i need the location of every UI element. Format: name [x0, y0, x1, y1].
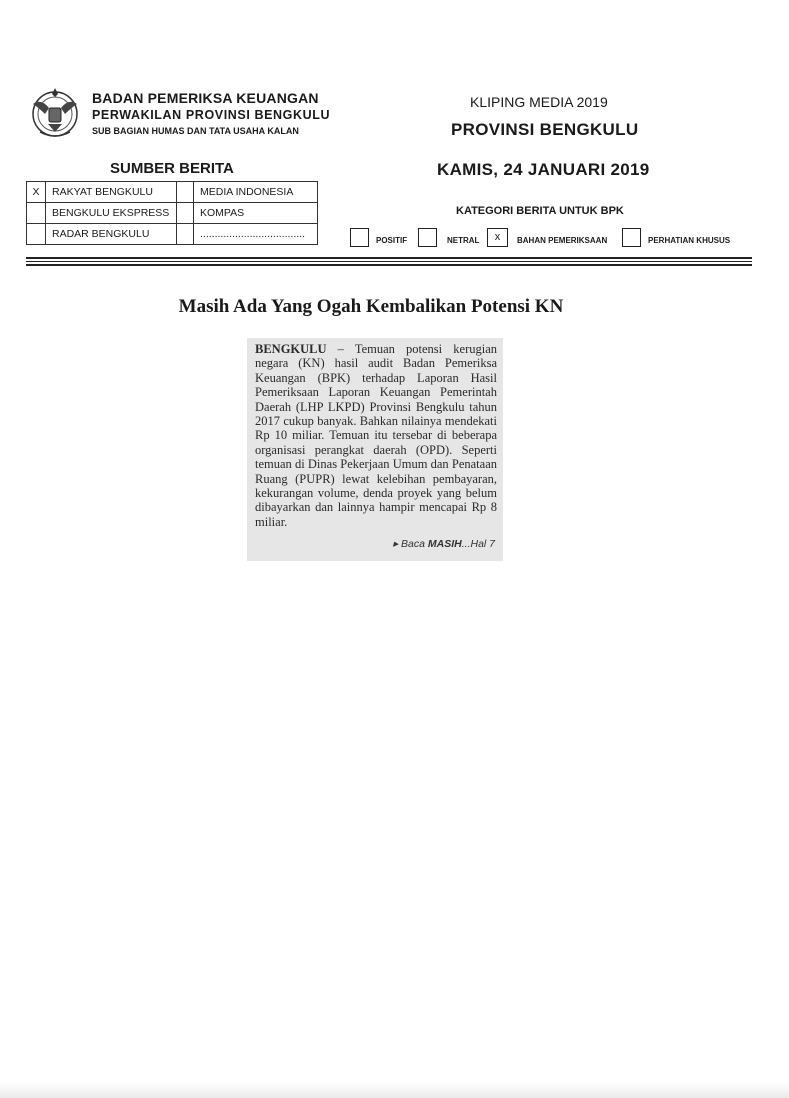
- source-mark: [177, 224, 194, 245]
- perhatian-khusus-label: PERHATIAN KHUSUS: [648, 236, 731, 245]
- source-row: [27, 203, 318, 224]
- source-name: MEDIA INDONESIA: [194, 182, 318, 203]
- continued-prefix: Baca: [401, 538, 425, 550]
- bpk-garuda-logo-icon: [26, 80, 84, 144]
- continued-keyword: MASIH: [427, 538, 462, 550]
- source-name: KOMPAS: [194, 203, 318, 224]
- article-dateline: BENGKULU: [255, 342, 327, 356]
- continued-page: ...Hal 7: [461, 538, 495, 550]
- category-title: KATEGORI BERITA UNTUK BPK: [456, 205, 624, 217]
- continued-reference: [393, 538, 495, 550]
- source-row: [27, 182, 318, 203]
- source-mark: X: [27, 182, 46, 203]
- org-branch: PERWAKILAN PROVINSI BENGKULU: [92, 108, 331, 122]
- source-mark: [177, 203, 194, 224]
- source-table: [26, 181, 318, 245]
- article-headline: Masih Ada Yang Ogah Kembalikan Potensi KN: [178, 296, 564, 317]
- bahan-pemeriksaan-label: BAHAN PEMERIKSAAN: [517, 236, 608, 245]
- source-title: SUMBER BERITA: [110, 160, 234, 177]
- source-name: ....................................: [194, 224, 318, 245]
- source-name: BENGKULU EKSPRESS: [46, 203, 177, 224]
- article-body: Temuan potensi kerugian negara (KN) hasil audit Badan Pemeriksa Keuangan (BPK) terhadap Laporan Hasil Pemeriksaan Laporan Keuangan Pemerintah Daerah (LHP LKPD) Provinsi Bengkulu tahun 2017 cukup banyak. Bahkan nilainya mendekati Rp 10 miliar. Temuan itu tersebar di beberapa organisasi perangkat daerah (OPD). Seperti temuan di Dinas Pekerjaan Umum dan Penataan Ruang (PUPR) lewat kelebihan pembayaran, kekurangan volume, denda proyek yang belum dibayarkan dan lainnya hampir mencapai Rp 8 miliar.: [255, 342, 497, 529]
- province-title: PROVINSI BENGKULU: [451, 120, 639, 139]
- positif-label: POSITIF: [376, 236, 408, 245]
- publication-date: KAMIS, 24 JANUARI 2019: [437, 160, 650, 179]
- triangle-right-icon: ▸: [392, 538, 399, 550]
- article-body-block: [255, 342, 497, 529]
- scan-edge: [0, 1082, 789, 1098]
- header-divider: [26, 264, 752, 266]
- source-name: RAKYAT BENGKULU: [46, 182, 177, 203]
- org-division: SUB BAGIAN HUMAS DAN TATA USAHA KALAN: [92, 126, 299, 136]
- source-name: RADAR BENGKULU: [46, 224, 177, 245]
- header-divider: [26, 261, 752, 262]
- positif-checkbox: [350, 228, 369, 247]
- source-row: [27, 224, 318, 245]
- source-mark: [27, 224, 46, 245]
- netral-checkbox: [418, 228, 437, 247]
- header-divider: [26, 257, 752, 259]
- dateline-separator: –: [326, 342, 355, 356]
- newspaper-clipping: [247, 338, 503, 561]
- source-mark: [27, 203, 46, 224]
- perhatian-khusus-checkbox: [622, 228, 641, 247]
- netral-label: NETRAL: [447, 236, 480, 245]
- bahan-pemeriksaan-checkbox: x: [487, 228, 508, 247]
- kliping-title: KLIPING MEDIA 2019: [470, 94, 608, 110]
- org-name: BADAN PEMERIKSA KEUANGAN: [92, 90, 319, 106]
- source-mark: [177, 182, 194, 203]
